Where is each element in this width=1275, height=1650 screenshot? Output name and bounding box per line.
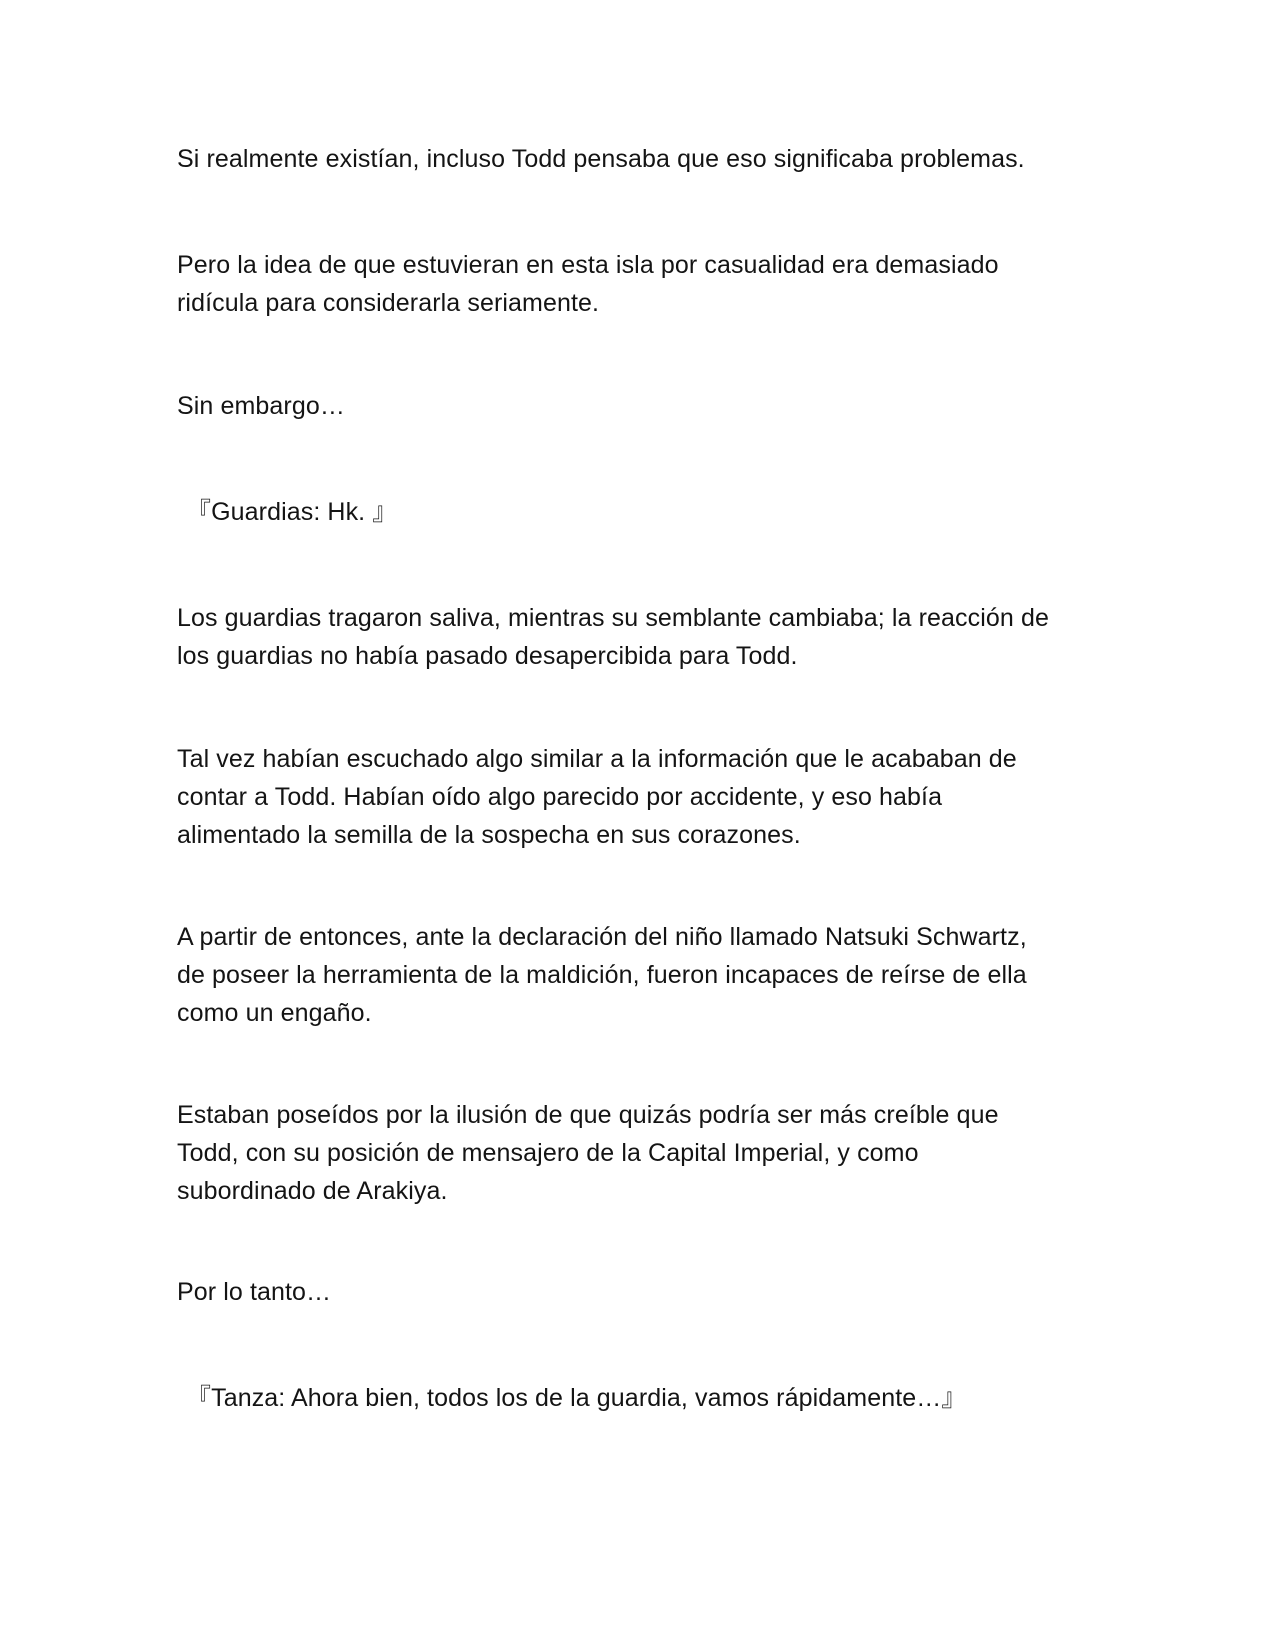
text-line: Estaban poseídos por la ilusión de que quizás podría ser más creíble que xyxy=(177,1101,999,1129)
text-line: ridícula para considerarla seriamente. xyxy=(177,289,600,317)
text-line: como un engaño. xyxy=(177,999,372,1027)
text-line: Por lo tanto… xyxy=(177,1278,332,1306)
text-line: Sin embargo… xyxy=(177,392,345,420)
paragraph-8 xyxy=(177,1096,1107,1210)
paragraph-3 xyxy=(177,387,1107,425)
text-line: subordinado de Arakiya. xyxy=(177,1177,448,1205)
paragraph-2 xyxy=(177,246,1107,322)
paragraph-1 xyxy=(177,140,1107,178)
text-line: A partir de entonces, ante la declaración del niño llamado Natsuki Schwartz, xyxy=(177,923,1027,951)
paragraph-6 xyxy=(177,740,1107,854)
paragraph-5 xyxy=(177,599,1107,675)
text-line: Tal vez habían escuchado algo similar a la información que le acababan de xyxy=(177,745,1017,773)
text-line: alimentado la semilla de la sospecha en sus corazones. xyxy=(177,821,801,849)
dialogue-line: 『Guardias: Hk. 』 xyxy=(186,498,398,526)
text-line: contar a Todd. Habían oído algo parecido por accidente, y eso había xyxy=(177,783,943,811)
text-line: Todd, con su posición de mensajero de la Capital Imperial, y como xyxy=(177,1139,919,1167)
dialogue-guardias xyxy=(186,493,1116,531)
text-line: Si realmente existían, incluso Todd pensaba que eso significaba problemas. xyxy=(177,145,1025,173)
paragraph-9 xyxy=(177,1273,1107,1311)
text-line: Pero la idea de que estuvieran en esta isla por casualidad era demasiado xyxy=(177,251,999,279)
paragraph-7 xyxy=(177,918,1107,1032)
dialogue-tanza xyxy=(186,1379,1116,1417)
text-line: los guardias no había pasado desapercibida para Todd. xyxy=(177,642,798,670)
text-line: Los guardias tragaron saliva, mientras su semblante cambiaba; la reacción de xyxy=(177,604,1049,632)
text-line: de poseer la herramienta de la maldición, fueron incapaces de reírse de ella xyxy=(177,961,1027,989)
dialogue-line: 『Tanza: Ahora bien, todos los de la guardia, vamos rápidamente…』 xyxy=(186,1384,967,1412)
